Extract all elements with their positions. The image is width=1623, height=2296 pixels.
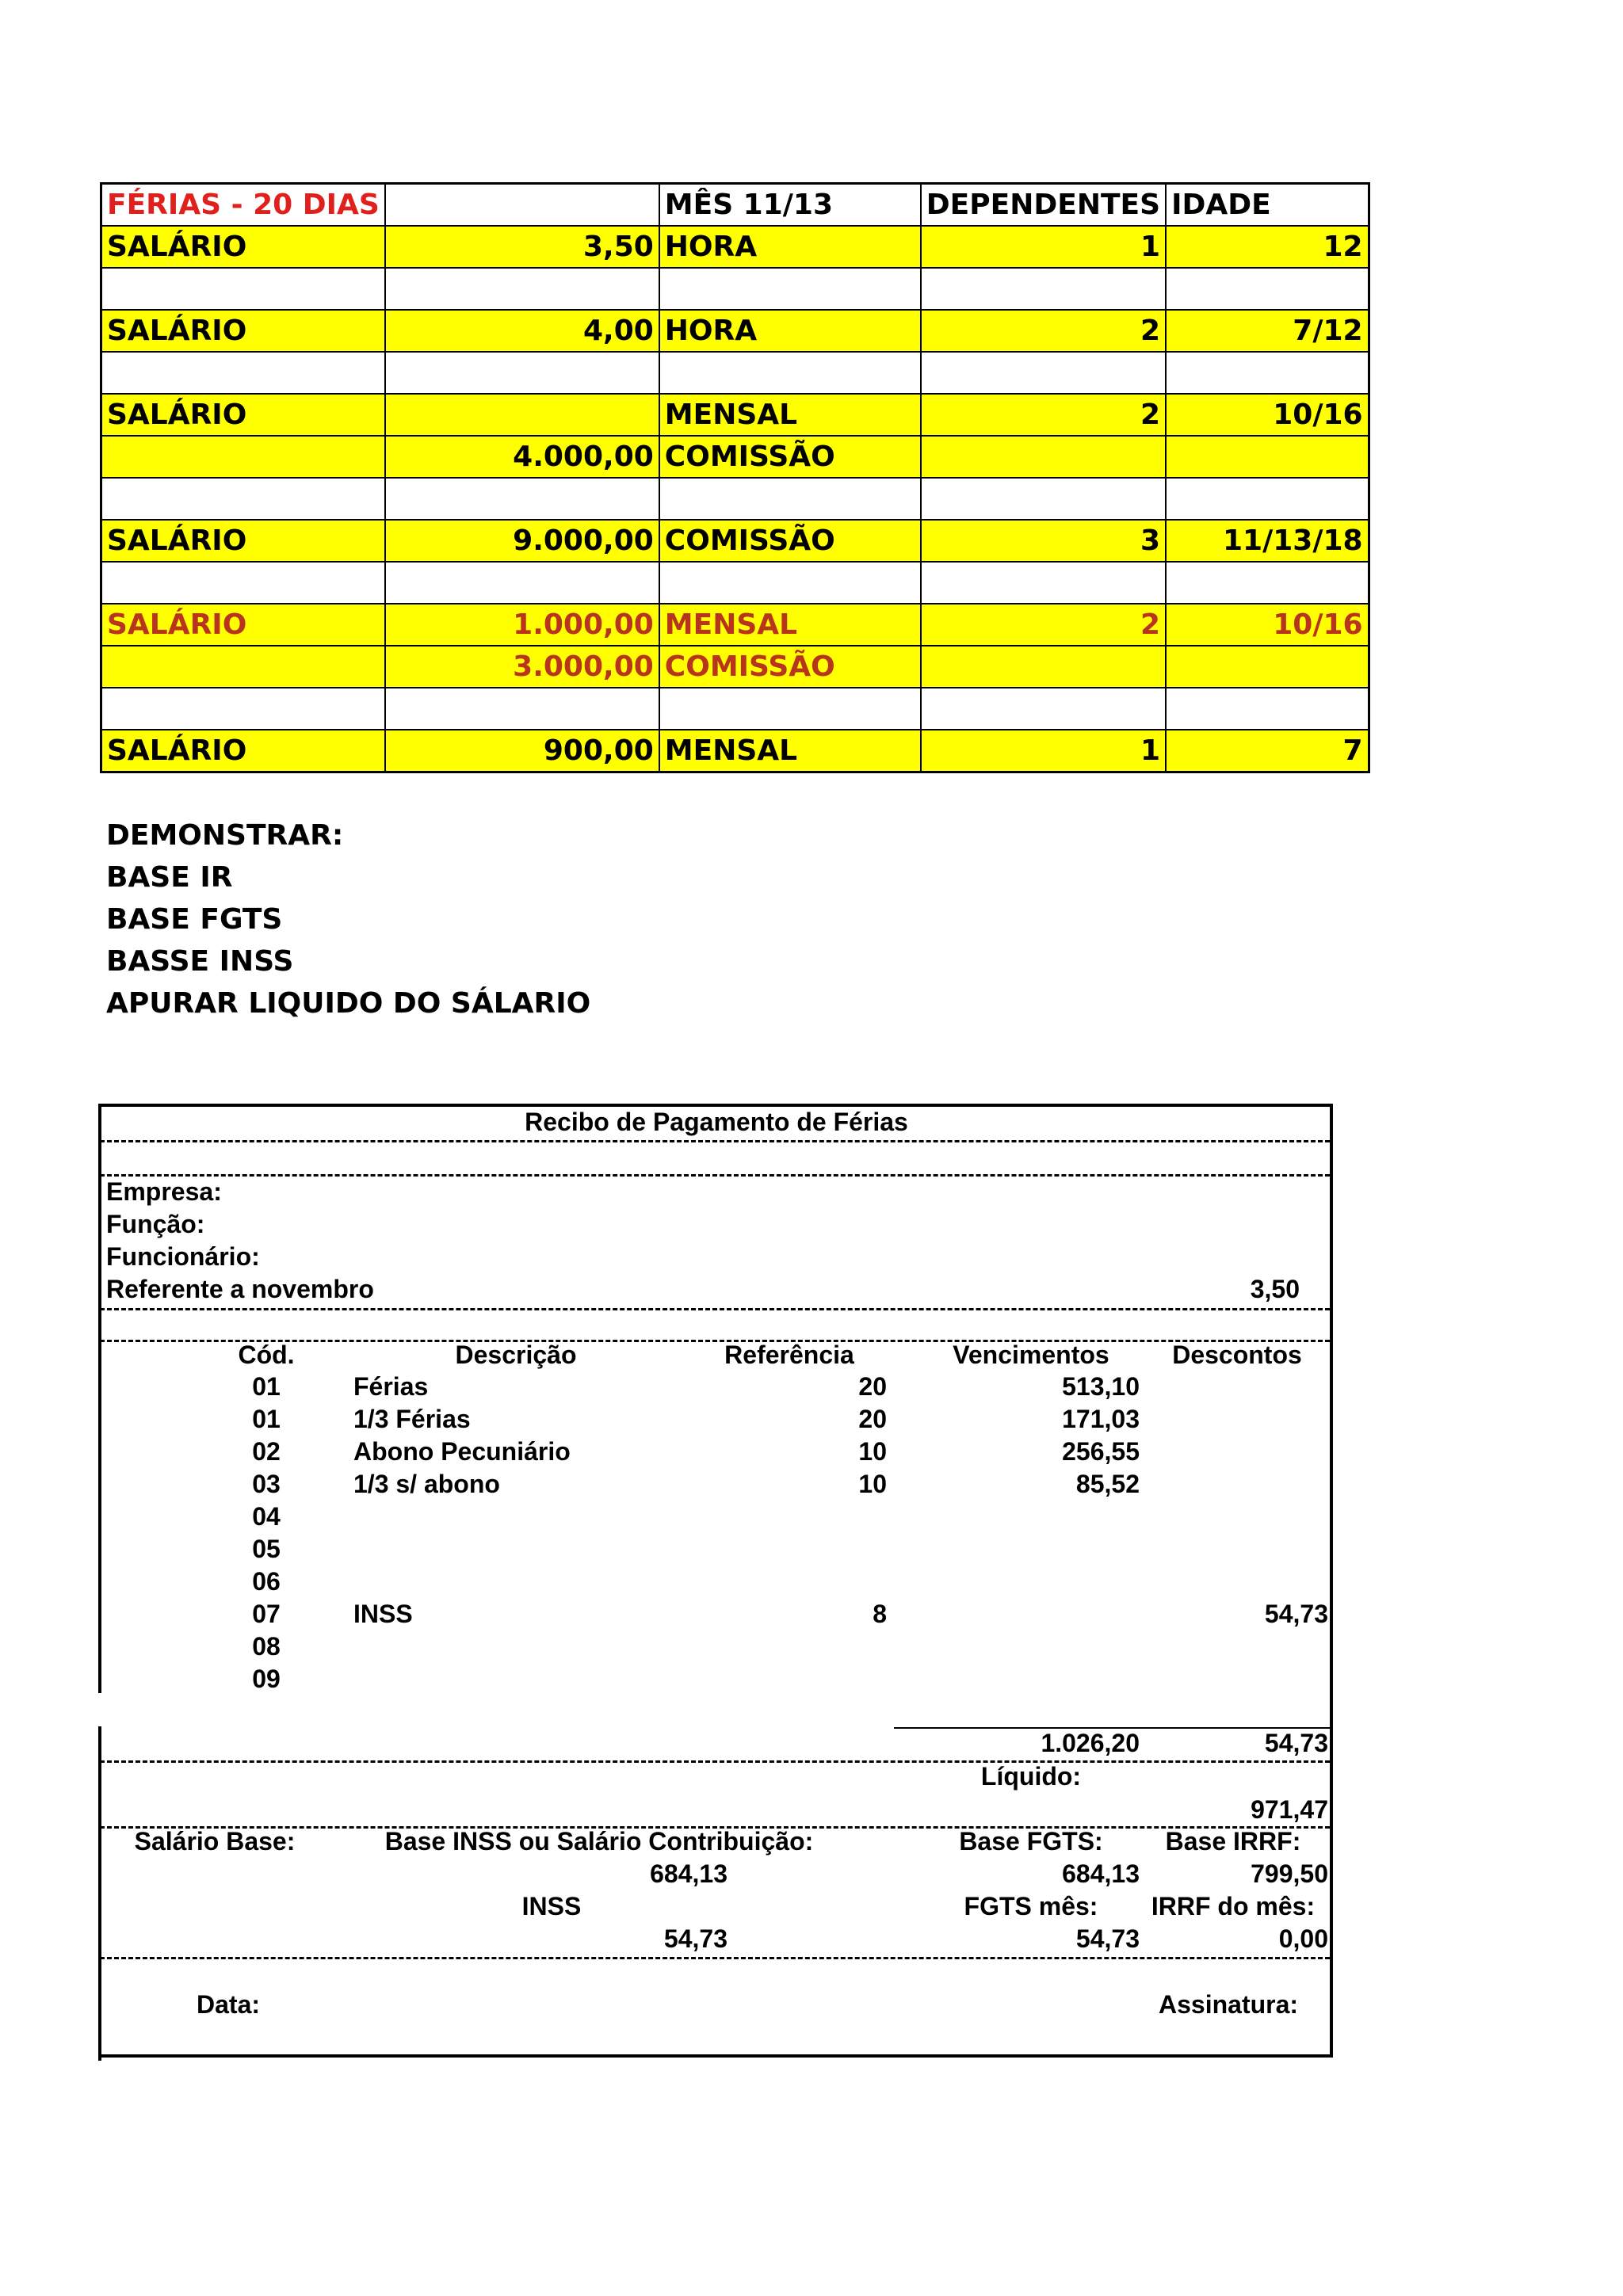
- cell-age: [1166, 436, 1369, 478]
- cell-label: SALÁRIO: [101, 310, 385, 352]
- cell-amount: 1.000,00: [385, 604, 659, 646]
- item-cod: 04: [252, 1502, 281, 1531]
- salary-cases-table: [100, 182, 1370, 773]
- blank-row: [101, 352, 1369, 394]
- irrf-mes-label: IRRF do mês:: [1151, 1892, 1316, 1920]
- item-referencia: 8: [873, 1600, 887, 1628]
- cell-type: HORA: [659, 310, 921, 352]
- header-ferias: FÉRIAS - 20 DIAS: [101, 184, 385, 227]
- cell-age: [1166, 268, 1369, 310]
- referente-label: Referente a novembro: [106, 1275, 374, 1303]
- vacation-payment-receipt: [100, 1104, 1333, 2058]
- cell-age: 12: [1166, 226, 1369, 268]
- cell-dependents: [921, 646, 1166, 688]
- item-vencimentos: 256,55: [1062, 1437, 1140, 1466]
- item-referencia: 10: [858, 1470, 887, 1498]
- cell-dependents: [921, 562, 1166, 604]
- receipt-title: Recibo de Pagamento de Férias: [525, 1108, 908, 1136]
- cell-amount: [385, 352, 659, 394]
- cell-label: SALÁRIO: [101, 730, 385, 772]
- item-descricao: Férias: [353, 1372, 429, 1401]
- funcionario-label: Funcionário:: [106, 1242, 260, 1271]
- cell-type: [659, 268, 921, 310]
- salary-row: [101, 226, 1369, 268]
- cell-dependents: [921, 352, 1166, 394]
- col-referencia: Referência: [724, 1341, 854, 1369]
- cell-age: [1166, 646, 1369, 688]
- cell-amount: 9.000,00: [385, 520, 659, 562]
- cell-dependents: 2: [921, 604, 1166, 646]
- header-blank: [385, 184, 659, 227]
- cell-label: SALÁRIO: [101, 520, 385, 562]
- irrf-mes-value: 0,00: [1278, 1924, 1328, 1953]
- item-cod: 05: [252, 1535, 281, 1563]
- cell-age: 11/13/18: [1166, 520, 1369, 562]
- salario-base-label: Salário Base:: [134, 1827, 296, 1855]
- empresa-label: Empresa:: [106, 1177, 222, 1206]
- base-fgts-value: 684,13: [1062, 1859, 1140, 1888]
- cell-type: [659, 352, 921, 394]
- cell-dependents: [921, 436, 1166, 478]
- item-cod: 03: [252, 1470, 281, 1498]
- cell-age: [1166, 562, 1369, 604]
- cell-age: 7: [1166, 730, 1369, 772]
- item-referencia: 20: [858, 1405, 887, 1433]
- cell-dependents: 1: [921, 226, 1166, 268]
- header-mes: MÊS 11/13: [659, 184, 921, 227]
- blank-row: [101, 268, 1369, 310]
- item-cod: 01: [252, 1372, 281, 1401]
- salary-row: [101, 730, 1369, 772]
- item-descricao: 1/3 Férias: [353, 1405, 471, 1433]
- cell-amount: 3,50: [385, 226, 659, 268]
- instruction-item: BASSE INSS: [106, 945, 294, 978]
- base-irrf-value: 799,50: [1251, 1859, 1328, 1888]
- divider: [100, 1140, 1330, 1142]
- cell-label: SALÁRIO: [101, 226, 385, 268]
- item-vencimentos: 171,03: [1062, 1405, 1140, 1433]
- header-dependentes: DEPENDENTES: [921, 184, 1166, 227]
- referente-value: 3,50: [1250, 1275, 1300, 1303]
- cell-type: HORA: [659, 226, 921, 268]
- item-cod: 08: [252, 1632, 281, 1661]
- liquido-label: Líquido:: [980, 1762, 1082, 1791]
- total-descontos: 54,73: [1264, 1729, 1328, 1757]
- blank-row: [101, 478, 1369, 520]
- item-cod: 02: [252, 1437, 281, 1466]
- cell-amount: [385, 562, 659, 604]
- col-descontos: Descontos: [1172, 1341, 1302, 1369]
- cell-amount: [385, 478, 659, 520]
- cell-type: MENSAL: [659, 394, 921, 436]
- item-descricao: INSS: [353, 1600, 413, 1628]
- instructions-list: [106, 814, 590, 1024]
- cell-type: [659, 688, 921, 730]
- cell-type: [659, 478, 921, 520]
- cell-amount: 4.000,00: [385, 436, 659, 478]
- salary-row: [101, 310, 1369, 352]
- divider: [100, 1174, 1330, 1177]
- item-vencimentos: 85,52: [1075, 1470, 1140, 1498]
- cell-amount: [385, 394, 659, 436]
- cell-age: [1166, 688, 1369, 730]
- cell-amount: 900,00: [385, 730, 659, 772]
- item-vencimentos: 513,10: [1062, 1372, 1140, 1401]
- item-referencia: 20: [858, 1372, 887, 1401]
- cell-dependents: 2: [921, 310, 1166, 352]
- cell-type: MENSAL: [659, 604, 921, 646]
- cell-label: [101, 478, 385, 520]
- cell-age: [1166, 478, 1369, 520]
- cell-dependents: [921, 688, 1166, 730]
- col-vencimentos: Vencimentos: [953, 1341, 1109, 1369]
- base-inss-label: Base INSS ou Salário Contribuição:: [384, 1827, 814, 1855]
- item-descontos: 54,73: [1264, 1600, 1328, 1628]
- liquido-value: 971,47: [1251, 1795, 1328, 1824]
- cell-amount: [385, 688, 659, 730]
- salary-row: [101, 520, 1369, 562]
- cell-amount: [385, 268, 659, 310]
- cell-amount: 3.000,00: [385, 646, 659, 688]
- item-descricao: Abono Pecuniário: [353, 1437, 571, 1466]
- cell-age: [1166, 352, 1369, 394]
- cell-age: 10/16: [1166, 394, 1369, 436]
- blank-row: [101, 562, 1369, 604]
- salary-row: [101, 604, 1369, 646]
- base-inss-value: 684,13: [650, 1859, 727, 1888]
- cell-type: [659, 562, 921, 604]
- cell-dependents: [921, 478, 1166, 520]
- salary-row: [101, 436, 1369, 478]
- cell-amount: 4,00: [385, 310, 659, 352]
- instruction-item: DEMONSTRAR:: [106, 819, 344, 852]
- cell-label: [101, 268, 385, 310]
- item-cod: 07: [252, 1600, 281, 1628]
- item-cod: 01: [252, 1405, 281, 1433]
- blank-row: [101, 688, 1369, 730]
- base-irrf-label: Base IRRF:: [1165, 1827, 1301, 1855]
- cell-type: COMISSÃO: [659, 520, 921, 562]
- salary-row: [101, 646, 1369, 688]
- divider: [100, 1308, 1330, 1310]
- cell-label: [101, 646, 385, 688]
- inss-value: 54,73: [663, 1924, 727, 1953]
- cell-age: 7/12: [1166, 310, 1369, 352]
- divider: [100, 1957, 1330, 1959]
- cell-dependents: 1: [921, 730, 1166, 772]
- total-vencimentos: 1.026,20: [1041, 1729, 1140, 1757]
- salary-row: [101, 394, 1369, 436]
- cell-age: 10/16: [1166, 604, 1369, 646]
- cell-label: [101, 562, 385, 604]
- col-descricao: Descrição: [455, 1341, 577, 1369]
- cell-type: COMISSÃO: [659, 436, 921, 478]
- funcao-label: Função:: [106, 1210, 205, 1238]
- cell-label: [101, 352, 385, 394]
- item-descricao: 1/3 s/ abono: [353, 1470, 500, 1498]
- cell-type: COMISSÃO: [659, 646, 921, 688]
- fgts-mes-value: 54,73: [1075, 1924, 1140, 1953]
- base-fgts-label: Base FGTS:: [959, 1827, 1103, 1855]
- table-header-row: [101, 184, 1369, 227]
- cell-dependents: 2: [921, 394, 1166, 436]
- inss-label: INSS: [521, 1892, 582, 1920]
- cell-label: [101, 436, 385, 478]
- cell-label: SALÁRIO: [101, 394, 385, 436]
- col-cod: Cód.: [238, 1341, 295, 1369]
- instruction-item: BASE FGTS: [106, 903, 283, 936]
- item-referencia: 10: [858, 1437, 887, 1466]
- item-cod: 09: [252, 1665, 281, 1693]
- cell-dependents: 3: [921, 520, 1166, 562]
- fgts-mes-label: FGTS mês:: [964, 1892, 1098, 1920]
- cell-type: MENSAL: [659, 730, 921, 772]
- assinatura-label: Assinatura:: [1159, 1990, 1299, 2019]
- cell-dependents: [921, 268, 1166, 310]
- item-cod: 06: [252, 1567, 281, 1596]
- header-idade: IDADE: [1166, 184, 1369, 227]
- data-label: Data:: [197, 1990, 261, 2019]
- cell-label: SALÁRIO: [101, 604, 385, 646]
- instruction-item: APURAR LIQUIDO DO SÁLARIO: [106, 987, 591, 1020]
- cell-label: [101, 688, 385, 730]
- instruction-item: BASE IR: [106, 861, 233, 894]
